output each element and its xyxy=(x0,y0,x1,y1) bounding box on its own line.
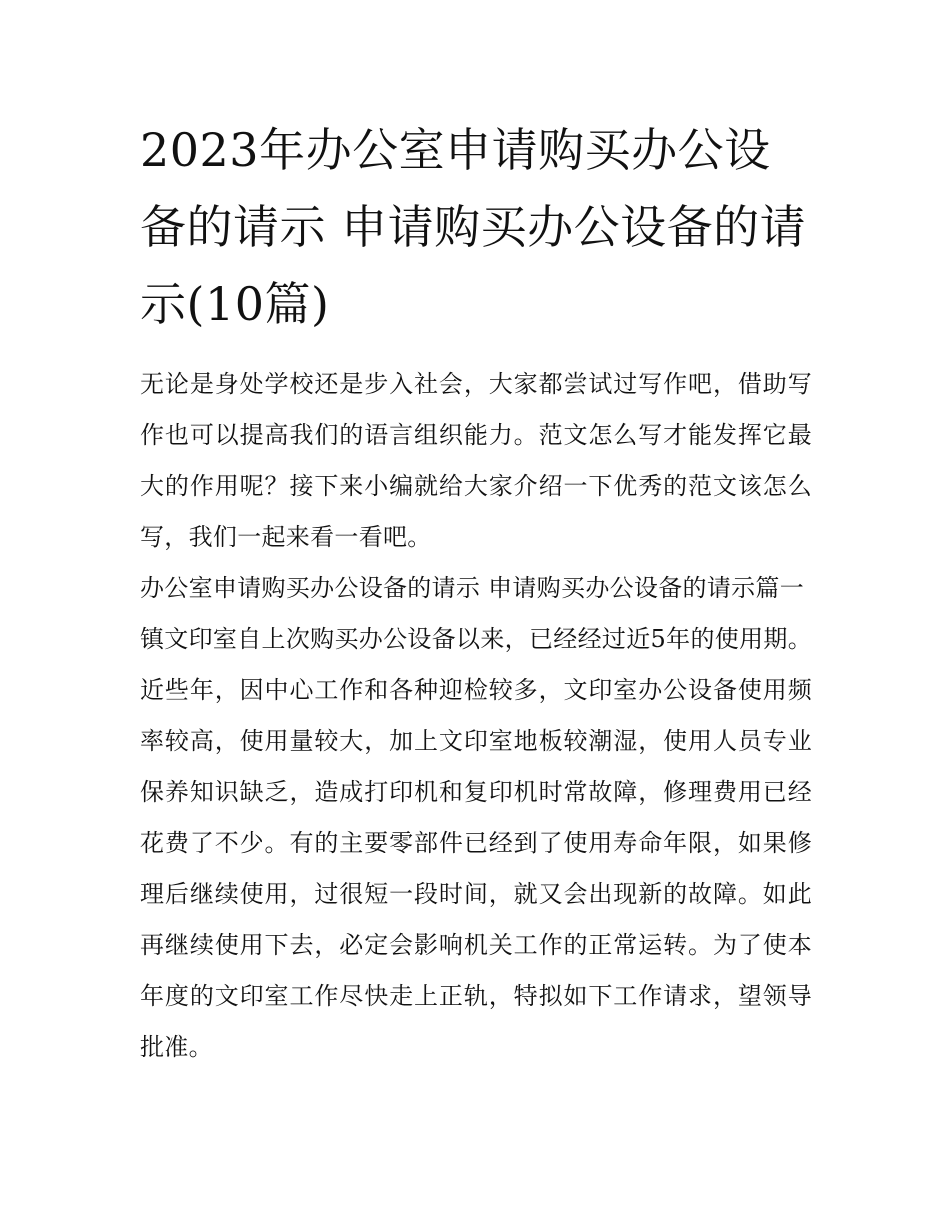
document-title: 2023年办公室申请购买办公设备的请示 申请购买办公设备的请示(10篇) xyxy=(140,123,807,331)
intro-paragraph: 无论是身处学校还是步入社会，大家都尝试过写作吧，借助写作也可以提高我们的语言组织能力。范文怎么写才能发挥它最大的作用呢？接下来小编就给大家介绍一下优秀的范文该怎么写，我们一起来看一看吧。 xyxy=(140,370,812,551)
section-heading: 办公室申请购买办公设备的请示 申请购买办公设备的请示篇一 xyxy=(140,574,805,602)
document-content xyxy=(140,112,812,1073)
body-paragraph: 镇文印室自上次购买办公设备以来，已经经过近5年的使用期。近些年，因中心工作和各种迎检较多，文印室办公设备使用频率较高，使用量较大，加上文印室地板较潮湿，使用人员专业保养知识缺乏，造成打印机和复印机时常故障，修理费用已经花费了不少。有的主要零部件已经到了使用寿命年限，如果修理后继续使用，过很短一段时间，就又会出现新的故障。如此再继续使用下去，必定会影响机关工作的正常运转。为了使本年度的文印室工作尽快走上正轨，特拟如下工作请求，望领导批准。 xyxy=(140,625,812,1061)
